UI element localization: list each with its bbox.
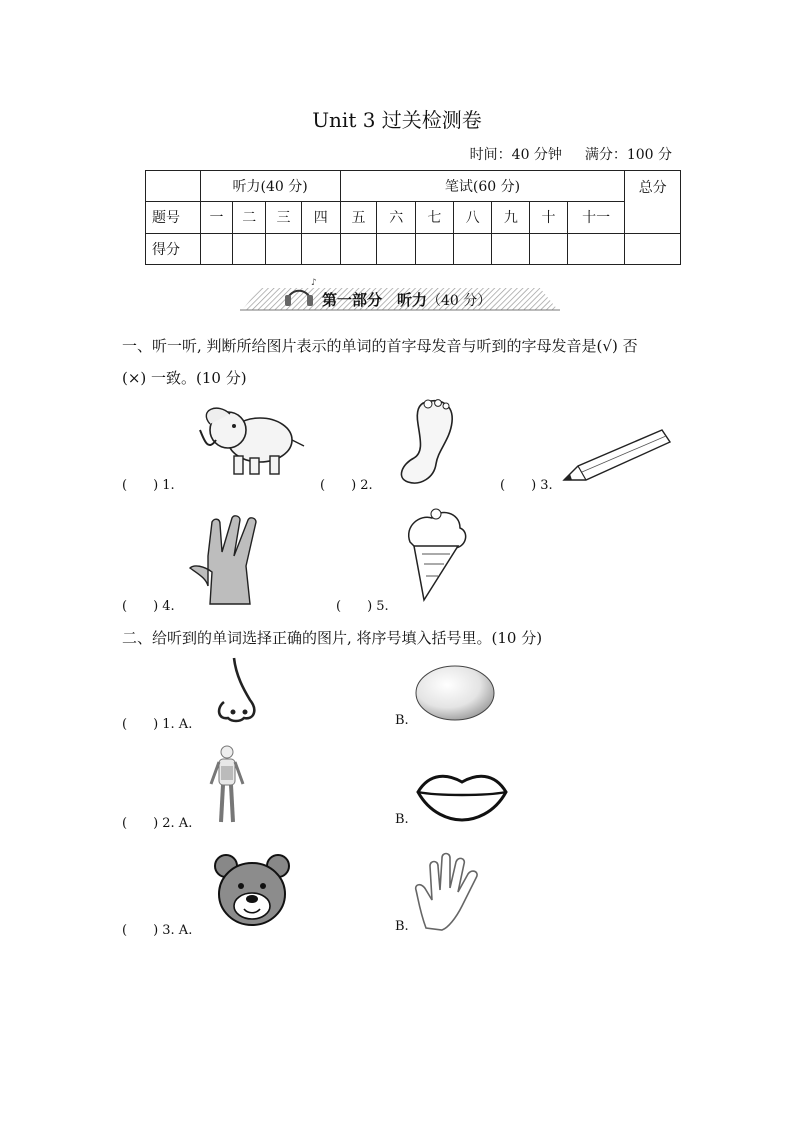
q2-item-3-b-label[interactable]: B. [395, 919, 409, 934]
question-number: 三 [266, 202, 302, 233]
writing-header: 笔试(60 分) [340, 171, 625, 202]
question-number: 四 [301, 202, 340, 233]
q2-item-2-label[interactable]: ( ) 2. A. [122, 816, 193, 831]
time-limit: 时间：40 分钟 [469, 147, 562, 163]
row-label-number: 题号 [146, 202, 201, 233]
waving-hand-icon [412, 850, 492, 930]
row-label-score: 得分 [146, 233, 201, 264]
egg-icon [414, 664, 496, 722]
q1-item-2-label[interactable]: ( ) 2. [320, 478, 373, 493]
question-number: 九 [492, 202, 530, 233]
score-table [145, 170, 681, 265]
lips-icon [414, 768, 510, 824]
ice-cream-icon [402, 506, 472, 602]
score-cell[interactable] [200, 233, 233, 264]
question-number: 十 [530, 202, 568, 233]
question-number: 二 [233, 202, 266, 233]
score-cell[interactable] [416, 233, 454, 264]
listening-header: 听力(40 分) [200, 171, 340, 202]
q1-instruction-line1: 一、听一听, 判断所给图片表示的单词的首字母发音与听到的字母发音是(√) 否 [122, 337, 638, 355]
section-title: 第一部分 听力（40 分） [322, 291, 492, 309]
score-cell[interactable] [377, 233, 416, 264]
svg-text:♪: ♪ [311, 278, 317, 288]
score-cell[interactable] [301, 233, 340, 264]
score-cell[interactable] [266, 233, 302, 264]
question-number: 六 [377, 202, 416, 233]
score-cell[interactable] [340, 233, 377, 264]
foot-icon [392, 398, 472, 488]
question-number: 五 [340, 202, 377, 233]
q1-item-4-label[interactable]: ( ) 4. [122, 599, 175, 614]
headphones-icon [282, 276, 318, 310]
question-number: 七 [416, 202, 454, 233]
score-cell[interactable] [625, 233, 681, 264]
question-number: 八 [453, 202, 492, 233]
body-icon [205, 744, 249, 826]
q1-item-3-label[interactable]: ( ) 3. [500, 478, 553, 493]
q2-item-3-label[interactable]: ( ) 3. A. [122, 923, 193, 938]
score-cell[interactable] [492, 233, 530, 264]
question-number: 一 [200, 202, 233, 233]
q1-instruction-line2: (×) 一致。(10 分) [122, 369, 247, 387]
elephant-icon [190, 400, 310, 480]
nose-icon [214, 656, 264, 722]
q2-instruction: 二、给听到的单词选择正确的图片, 将序号填入括号里。(10 分) [122, 629, 543, 647]
hand-icon [188, 516, 278, 606]
q1-item-1-label[interactable]: ( ) 1. [122, 478, 175, 493]
score-cell[interactable] [453, 233, 492, 264]
score-cell[interactable] [567, 233, 624, 264]
score-cell[interactable] [530, 233, 568, 264]
score-cell[interactable] [233, 233, 266, 264]
full-score: 满分：100 分 [584, 147, 672, 163]
exam-meta [470, 144, 672, 164]
q2-item-1-label[interactable]: ( ) 1. A. [122, 717, 193, 732]
page-title: Unit 3 过关检测卷 [312, 108, 482, 132]
pencil-icon [562, 428, 672, 488]
question-number: 十一 [567, 202, 624, 233]
q2-item-1-b-label[interactable]: B. [395, 713, 409, 728]
total-header: 总分 [625, 171, 681, 234]
q2-item-2-b-label[interactable]: B. [395, 812, 409, 827]
bear-icon [212, 850, 292, 930]
q1-item-5-label[interactable]: ( ) 5. [336, 599, 389, 614]
